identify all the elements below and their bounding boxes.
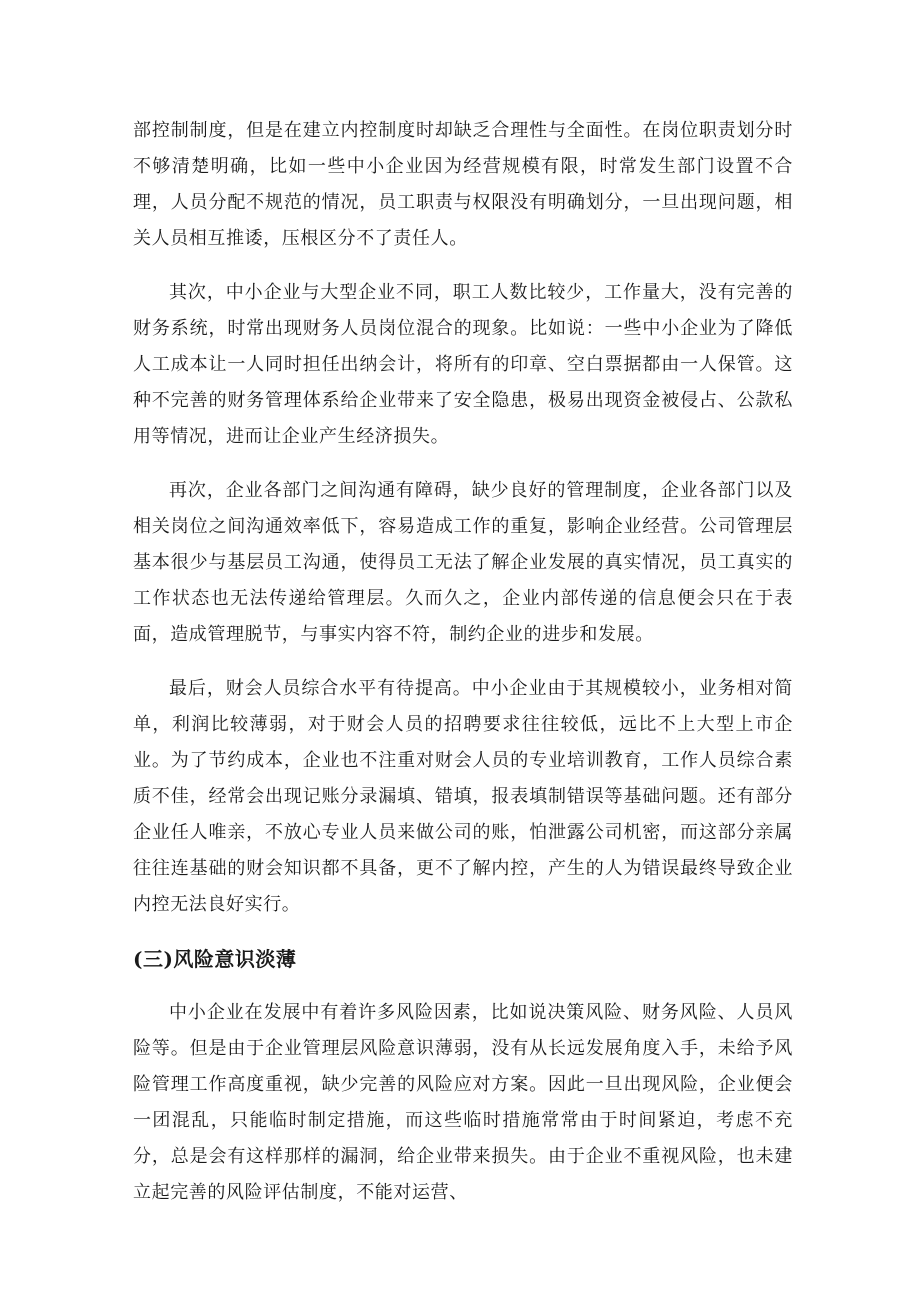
- paragraph-risk-factors: 中小企业在发展中有着许多风险因素，比如说决策风险、财务风险、人员风险等。但是由于企业管理层风险意识薄弱，没有从长远发展角度入手，未给予风险管理工作高度重视，缺少完善的风险应对方案。因此一旦出现风险，企业便会一团混乱，只能临时制定措施，而这些临时措施常常由于时间紧迫，考虑不充分，总是会有这样那样的漏洞，给企业带来损失。由于企业不重视风险，也未建立起完善的风险评估制度，不能对运营、: [133, 1002, 793, 1203]
- document-page: [133, 113, 793, 1229]
- paragraph-internal-control-duties: 部控制制度，但是在建立内控制度时却缺乏合理性与全面性。在岗位职责划分时不够清楚明确，比如一些中小企业因为经营规模有限，时常发生部门设置不合理，人员分配不规范的情况，员工职责与权限没有明确划分，一旦出现问题，相关人员相互推诿，压根区分不了责任人。: [133, 120, 793, 249]
- paragraph-finally: 最后，财会人员综合水平有待提高。中小企业由于其规模较小，业务相对简单，利润比较薄弱，对于财会人员的招聘要求往往较低，远比不上大型上市企业。为了节约成本，企业也不注重对财会人员的专业培训教育，工作人员综合素质不佳，经常会出现记账分录漏填、错填，报表填制错误等基础问题。还有部分企业任人唯亲，不放心专业人员来做公司的账，怕泄露公司机密，而这部分亲属往往连基础的财会知识都不具备，更不了解内控，产生的人为错误最终导致企业内控无法良好实行。: [133, 678, 793, 915]
- paragraph-secondly: 其次，中小企业与大型企业不同，职工人数比较少，工作量大，没有完善的财务系统，时常出现财务人员岗位混合的现象。比如说：一些中小企业为了降低人工成本让一人同时担任出纳会计，将所有的印章、空白票据都由一人保管。这种不完善的财务管理体系给企业带来了安全隐患，极易出现资金被侵占、公款私用等情况，进而让企业产生经济损失。: [133, 282, 793, 447]
- section-heading-risk-awareness: (三)风险意识淡薄: [133, 947, 297, 971]
- paragraph-thirdly: 再次，企业各部门之间沟通有障碍，缺少良好的管理制度，企业各部门以及相关岗位之间沟通效率低下，容易造成工作的重复，影响企业经营。公司管理层基本很少与基层员工沟通，使得员工无法了解企业发展的真实情况，员工真实的工作状态也无法传递给管理层。久而久之，企业内部传递的信息便会只在于表面，造成管理脱节，与事实内容不符，制约企业的进步和发展。: [133, 480, 793, 645]
